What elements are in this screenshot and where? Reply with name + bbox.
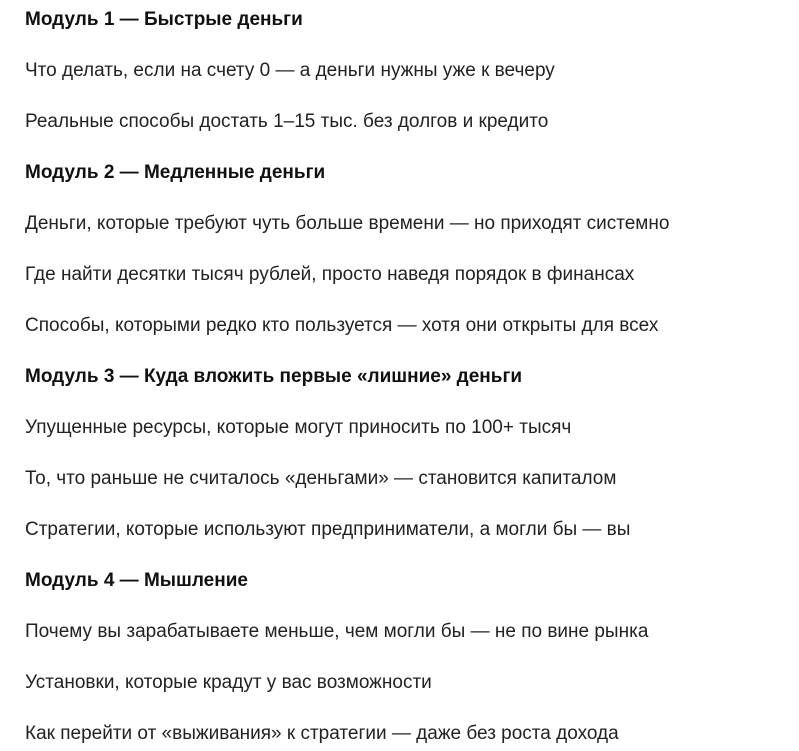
module-2-title: Модуль 2 — Медленные деньги: [25, 162, 326, 183]
module-2-item-1: Деньги, которые требуют чуть больше времени — но приходят системно: [25, 213, 670, 234]
module-4-item-3: Как перейти от «выживания» к стратегии — даже без роста дохода: [25, 723, 619, 744]
module-3-item-1: Упущенные ресурсы, которые могут приносить по 100+ тысяч: [25, 417, 572, 438]
module-3-item-2: То, что раньше не считалось «деньгами» — становится капиталом: [25, 468, 617, 489]
module-2-item-2: Где найти десятки тысяч рублей, просто наведя порядок в финансах: [25, 264, 635, 285]
module-3-title: Модуль 3 — Куда вложить первые «лишние» деньги: [25, 366, 523, 387]
module-1-item-1: Что делать, если на счету 0 — а деньги нужны уже к вечеру: [25, 60, 555, 81]
module-2-item-3: Способы, которыми редко кто пользуется — хотя они открыты для всех: [25, 315, 659, 336]
module-4-item-2: Установки, которые крадут у вас возможности: [25, 672, 432, 693]
module-4-title: Модуль 4 — Мышление: [25, 570, 248, 591]
module-1-item-2: Реальные способы достать 1–15 тыс. без долгов и кредито: [25, 111, 549, 132]
module-4-item-1: Почему вы зарабатываете меньше, чем могли бы — не по вине рынка: [25, 621, 649, 642]
module-1-title: Модуль 1 — Быстрые деньги: [25, 9, 303, 30]
module-3-item-3: Стратегии, которые используют предприниматели, а могли бы — вы: [25, 519, 631, 540]
